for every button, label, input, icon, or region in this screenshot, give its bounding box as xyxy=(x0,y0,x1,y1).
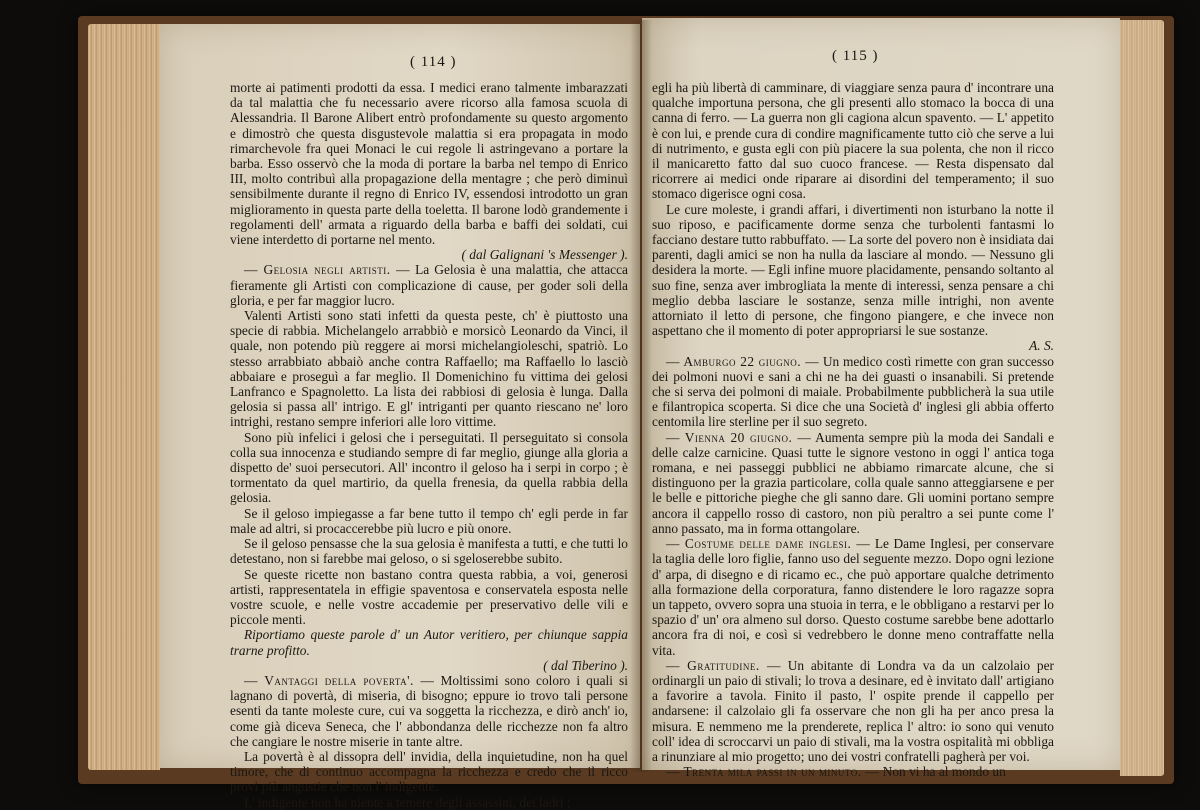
right-page xyxy=(642,18,1120,780)
paragraph xyxy=(230,262,628,308)
paragraph xyxy=(652,764,1054,779)
left-page xyxy=(160,24,640,810)
paragraph-text: Un medico costì rimette con gran successo dei polmoni nuovi e sani a chi ne ha dei guasti o insanabili. Si pretende che si serva dei polmoni di maiale. Probabilmente pubblicherà la sua utile e filantropica scoperta. Si dice che una Società d' inglesi gli abbia offerto centomila lire sterline per il suo segreto. xyxy=(652,353,1054,430)
paragraph xyxy=(652,354,1054,430)
paragraph xyxy=(230,80,628,247)
paragraph xyxy=(230,795,628,810)
paragraph xyxy=(652,80,1054,202)
page-edges-left xyxy=(88,24,160,770)
paragraph xyxy=(230,506,628,536)
page-edges-right xyxy=(1120,20,1164,776)
paragraph-text: ( dal Tiberino ). xyxy=(543,657,628,673)
paragraph xyxy=(652,430,1054,536)
paragraph-text: La povertà è al dissopra dell' invidia, della inquietudine, non ha quel timore, che di continuo accompagna la ricchezza e credo che il ricco provi più angustie che non l' indigente. xyxy=(230,748,628,795)
paragraph-text: morte ai patimenti prodotti da essa. I medici erano talmente imbarazzati da tal malattia che fu necessario avere ricorso alla famosa scuola di Alessandria. Il Barone Alibert entrò profondamente su questo argomento e dimostrò che questa disgustevole malattia si era propagata in modo rimarchevole fra quei Monaci le cui regole li astringevano a portare la barba. Esso osservò che la moda di portare la barba nel tempo di Enrico III, molto contribuì alla propagazione della mentagre ; che però diminuì sensibilmente durante il regno di Enrico IV, essendosi introdotto un gran miglioramento in questa parte della toeletta. Il barone lodò grandemente i regolamenti dell' armata a riguardo della barba e baffi dei soldati, cui viene interdetto di portarne nel mento. xyxy=(230,80,628,248)
paragraph-text: Non vi ha al mondo un xyxy=(882,764,1006,780)
paragraph-text: Se queste ricette non bastano contra questa rabbia, a voi, generosi artisti, rappresentatela in effigie spaventosa e conservatela esposta nelle vostre scuole, e nelle vostre accademie per preservativo delle vili e piccole menti. xyxy=(230,566,628,628)
section-heading: — Costume delle dame inglesi. — xyxy=(666,536,871,552)
paragraph xyxy=(230,673,628,749)
section-heading: — Gratitudine. — xyxy=(666,657,781,673)
paragraph xyxy=(230,749,628,795)
paragraph-text: La Gelosia è una malattia, che attacca fieramente gli Artisti con complicazione di cause, per goder soli della gloria, e per far maggior lucro. xyxy=(230,262,629,308)
section-heading: — Trenta mila passi in un minuto. — xyxy=(666,764,880,780)
paragraph-text: egli ha più libertà di camminare, di viaggiare senza paura d' incontrare una qualche importuna persona, che gli presenti allo stomaco la bocca di una canna di ferro. — La guerra non gli cagiona alcun spavento. — L' appetito è con lui, e prende cura di condire magnificamente tutto ciò che serve a lui di nutrimento, e gusta egli con più piacere la sua polenta, che non il ricco il manicaretto fatto dal suo cuoco francese. — Resta dispensato dal ricorrere ai medici onde riparare ai disordini del temperamento; il suo stomaco digerisce ogni cosa. xyxy=(652,80,1054,202)
paragraph xyxy=(230,430,628,506)
paragraph-text: Se il geloso pensasse che la sua gelosia è manifesta a tutti, e che tutti lo detestano, non si farebbe mai geloso, o si sgeloserebbe subito. xyxy=(230,536,628,567)
page-number-left: ( 114 ) xyxy=(410,54,457,70)
paragraph xyxy=(230,567,628,628)
section-heading: — Amburgo 22 giugno. — xyxy=(666,353,820,369)
paragraph xyxy=(652,202,1054,339)
paragraph-text: Sono più infelici i gelosi che i perseguitati. Il perseguitato si consola colla sua innocenza e studiando sempre di far meglio, giunge alla gloria a dispetto de' suoi persecutori. All' incontro il geloso ha i serpi in corpo ; è tormentato da quel martirio, da quella frenesia, da quella rabbia della gelosia. xyxy=(230,429,628,506)
page-number-right: ( 115 ) xyxy=(832,48,879,64)
section-heading: — Gelosia negli artisti. — xyxy=(244,262,411,278)
paragraph-text: Aumenta sempre più la moda dei Sandali e delle calze carnicine. Quasi tutte le signore vestono in oggi l' antica toga romana, e nei passeggi pubblici ne abbiamo rimarcate alcune, che si distinguono per la grazia particolare, colla quale sanno atteggiarsene e per le belle e pittoriche pieghe che gli sanno dare. Gli uomini portano sempre ancora il cappello rosso di castoro, non più peraltro a sei punte come l' anno passato, ma in forma ottangolare. xyxy=(652,429,1055,536)
paragraph-text: L' indigente non ha niente a temere degli assassini, dei ladri ; xyxy=(244,794,571,810)
paragraph-text: Un abitante di Londra va da un calzolaio per ordinargli un paio di stivali; lo trova a desinare, ed è invitato dall' artigiano a favorire a tavola. Finito il pasto, l' ospite prende il cappello per andarsene: il calzolaio gli fa osservare che non gli ha per anco presa la misura. E nemmeno me la prenderete, replica l' altro: io sono qui venuto coll' idea di scroccarvi un paio di stivali, ma la vostra ospitalità mi obbliga a rinunziare al mio progetto; uno dei vostri confratelli pagherà per voi. xyxy=(652,657,1054,764)
paragraph xyxy=(230,308,628,430)
book-gutter xyxy=(630,20,652,772)
paragraph xyxy=(230,247,628,262)
paragraph-text: Le cure moleste, i grandi affari, i divertimenti non isturbano la notte il suo riposo, e pacificamente dorme senza che turbolenti fantasmi lo facciano destare tutto rabbuffato. — La sorte del povero non è insidiata dai parenti, dagli amici se non ha nulla da lasciare al mondo. — Nessuno gli desidera la morte. — Egli infine muore placidamente, pensando soltanto al suo fine, senza aver imbrogliata la mente di interessi, senza pensare a chi meglio debba lasciare le sostanze, senza mille intrighi, non avente attorniato il letto di persone, che fingono piangere, e che invece non aspettano che il momento di poter appropriarsi le sue sostanze. xyxy=(652,201,1054,339)
paragraph xyxy=(230,658,628,673)
paragraph-text: A. S. xyxy=(1029,338,1054,354)
paragraph xyxy=(652,658,1054,764)
paragraph-text: Le Dame Inglesi, per conservare la taglia delle loro figlie, fanno uso del seguente mezzo. Dopo ogni lezione d' arpa, di disegno e di ricamo ec., che può apportare qualche detrimento alla formazione della corporatura, fanno distendere le loro ragazze sopra un tappeto, ovvero sopra una stuoia in terra, e le obbligano a restarvi per lo spazio d' un' ora almeno sul dorso. Questo costume sarebbe bene adottarlo ancora fra di noi, e così si vedrebbero le donne meno contraffatte nella vita. xyxy=(652,536,1054,658)
right-page-text xyxy=(652,80,1054,779)
paragraph xyxy=(230,536,628,566)
paragraph-text: Moltissimi sono coloro i quali si lagnano di povertà, di miseria, di bisogno; eppure io trovo tali persone esenti da tante moleste cure, cui va soggetta la ricchezza, e dirò anch' io, come già diceva Seneca, che l' abbondanza delle ricchezze non fa altro che cangiare le nostre miserie in tante altre. xyxy=(230,672,628,749)
paragraph-text: Se il geloso impiegasse a far bene tutto il tempo ch' egli perde in far male ad altri, si procaccerebbe più lucro e più onore. xyxy=(230,505,628,536)
paragraph-text: Valenti Artisti sono stati infetti da questa peste, ch' è piuttosto una specie di rabbia. Michelangelo arrabbiò e morsicò Leonardo da Vinci, il quale, non potendo più reggere ai morsi michelangioleschi, spatriò. Lo stesso arrabbiato abbaiò anche contra Raffaello; ma Raffaello lo lasciò abbaiare e proseguì a far meglio. Il Domenichino fu vittima dei gelosi Lanfranco e Spagnoletto. La lista dei rabbiosi di gelosia è lunga. Dalla gelosia si passa all' intrigo. E gl' intriganti per quanto riescano ne' loro intrighi, restano sempre inferiori alle loro vittime. xyxy=(230,308,628,430)
left-page-text xyxy=(230,80,628,810)
section-heading: — Vantaggi della poverta'. — xyxy=(244,672,435,688)
paragraph-text: ( dal Galignani 's Messenger ). xyxy=(461,247,628,263)
paragraph-text: Riportiamo queste parole d' un Autor veritiero, per chiunque sappia trarne profitto. xyxy=(230,627,628,658)
paragraph xyxy=(652,536,1054,658)
section-heading: — Vienna 20 giugno. — xyxy=(666,429,812,445)
paragraph xyxy=(230,627,628,657)
paragraph xyxy=(652,338,1054,353)
